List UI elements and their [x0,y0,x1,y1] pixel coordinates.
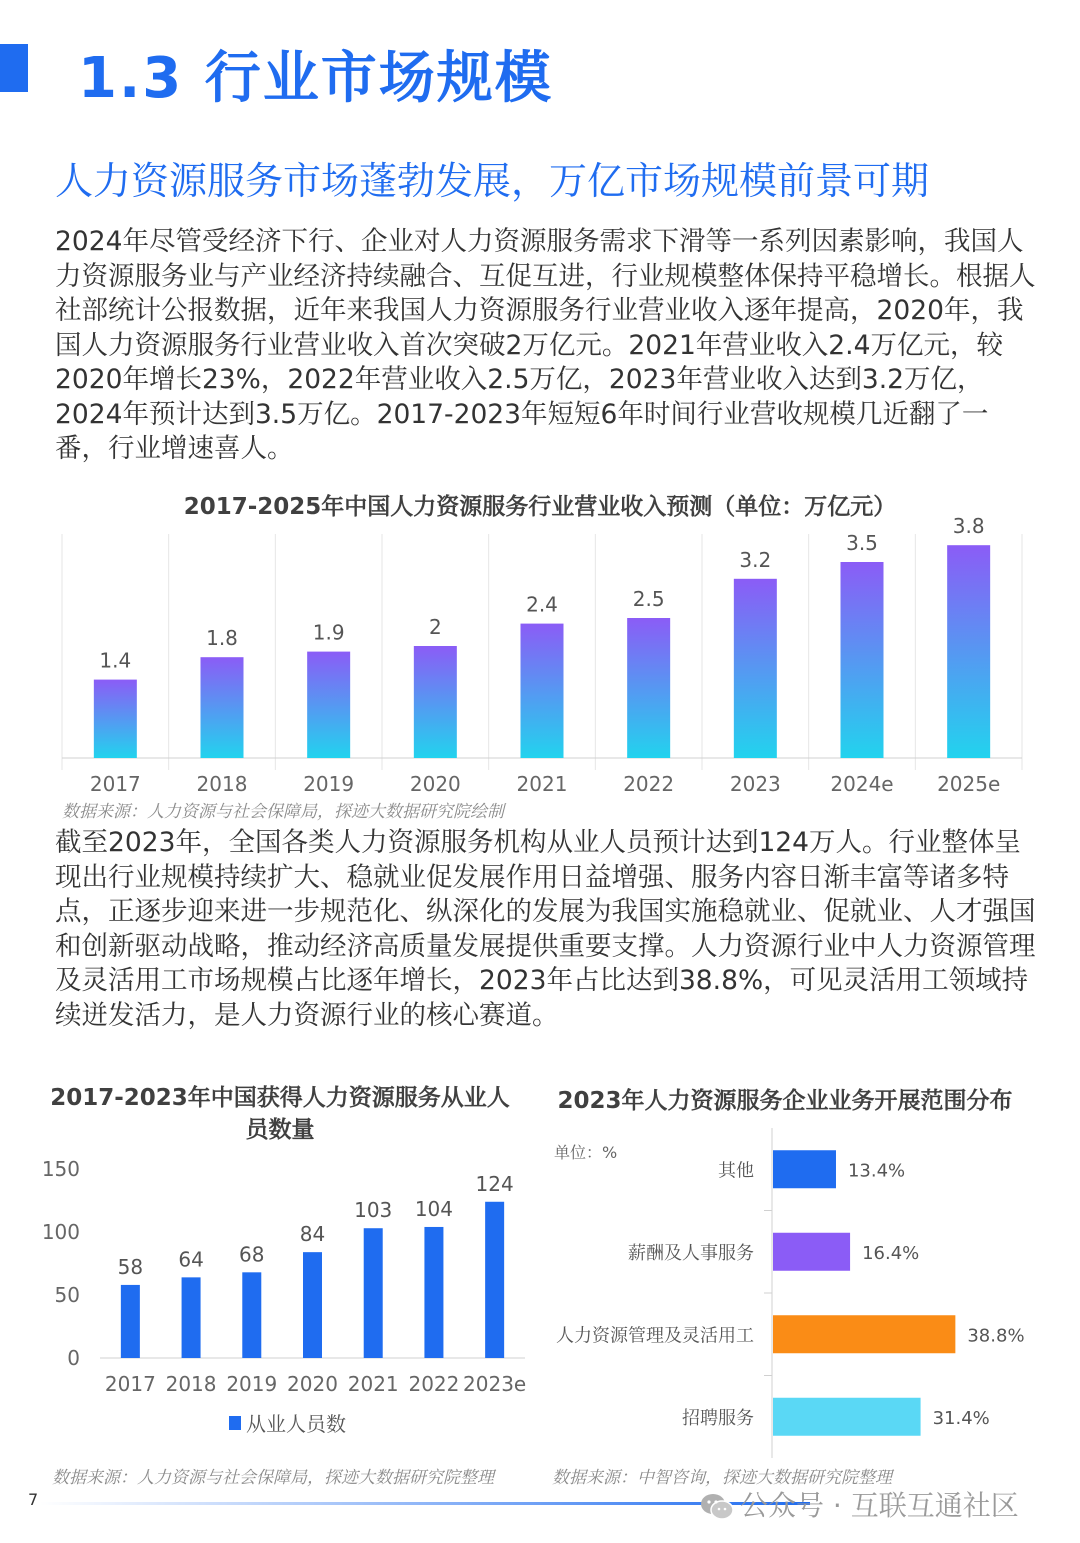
business-scope-category-label: 人力资源管理及灵活用工 [556,1325,754,1347]
workforce-bar [303,1252,322,1358]
workforce-paragraph: 截至2023年，全国各类人力资源服务机构从业人员预计达到124万人。行业整体呈现出行业规模持续扩大、稳就业促发展作用日益增强、服务内容日渐丰富等诸多特点，正逐步迎来进一步规范化、纵深化的发展为我国实施稳就业、促就业、人才强国和创新驱动战略，推动经济高质量发展提供重要支撑。人力资源行业中人力资源管理及灵活用工市场规模占比逐年增长，2023年占比达到38.8%，可见灵活用工领域持续迸发活力，是人力资源行业的核心赛道。 [55,827,1036,1031]
business-scope-chart-source: 数据来源：中智咨询，探迹大数据研究院整理 [552,1468,892,1488]
revenue-x-tick: 2017 [89,772,141,796]
revenue-x-tick: 2020 [409,772,461,796]
business-scope-data-label: 38.8% [967,1325,1025,1347]
revenue-chart-source: 数据来源：人力资源与社会保障局，探迹大数据研究院绘制 [62,802,504,822]
workforce-data-label: 104 [414,1196,454,1221]
page-number: 7 [28,1490,39,1509]
revenue-x-tick: 2019 [303,772,355,796]
revenue-data-label: 1.9 [312,620,345,645]
workforce-x-tick: 2022 [408,1372,460,1396]
workforce-x-tick: 2020 [287,1372,338,1396]
workforce-bar [242,1272,261,1358]
revenue-data-label: 2 [428,615,442,639]
business-scope-category-label: 招聘服务 [682,1407,754,1429]
revenue-chart-title: 2017-2025年中国人力资源服务行业营业收入预测（单位：万亿元） [183,494,897,520]
revenue-data-label: 3.8 [952,514,985,539]
workforce-chart-source: 数据来源：人力资源与社会保障局，探迹大数据研究院整理 [52,1468,494,1488]
workforce-y-tick: 0 [67,1346,80,1370]
revenue-bar [521,624,564,758]
wechat-icon [700,1493,734,1521]
revenue-x-tick: 2024e [830,772,894,796]
revenue-data-label: 2.4 [526,592,558,617]
workforce-y-tick: 50 [54,1283,80,1307]
revenue-data-label: 1.4 [99,648,132,673]
intro-paragraph: 2024年尽管受经济下行、企业对人力资源服务需求下滑等一系列因素影响，我国人力资源服务业与产业经济持续融合、互促互进，行业规模整体保持平稳增长。根据人社部统计公报数据，近年来我国人力资源服务行业营业收入逐年提高，2020年，我国人力资源服务行业营业收入首次突破2万亿元。2021年营业收入2.4万亿元，较2020年增长23%，2022年营业收入2.5万亿，2023年营业收入达到3.2万亿，2024年预计达到3.5万亿。2017-2023年短短6年时间行业营收规模几近翻了一番，行业增速喜人。 [55,226,1036,464]
revenue-bar [841,562,884,758]
workforce-bar [121,1285,140,1358]
workforce-bar [424,1227,443,1358]
revenue-bar [94,680,137,758]
page-subtitle: 人力资源服务市场蓬勃发展，万亿市场规模前景可期 [55,159,930,203]
revenue-bar [627,618,670,758]
revenue-x-tick: 2021 [516,772,568,796]
workforce-y-tick: 150 [41,1157,80,1181]
business-scope-bar [773,1398,921,1436]
revenue-data-label: 2.5 [632,587,665,611]
business-scope-bar [773,1233,850,1271]
business-scope-chart-title: 2023年人力资源服务企业业务开展范围分布 [557,1088,1013,1114]
revenue-bar [201,657,244,758]
workforce-data-label: 84 [299,1222,326,1247]
revenue-data-label: 3.2 [739,547,772,572]
business-scope-bar [773,1150,836,1188]
workforce-data-label: 64 [178,1247,204,1272]
workforce-x-tick: 2023e [463,1372,527,1396]
business-scope-bar [773,1315,955,1353]
workforce-chart-title: 2017-2023年中国获得人力资源服务从业人员数量 [50,1085,510,1143]
workforce-x-tick: 2017 [104,1372,156,1396]
workforce-bar [364,1228,383,1358]
title-accent-bar [0,44,28,92]
footer-brand-text: 公众号 · 互联互通社区 [740,1489,1019,1522]
workforce-data-label: 124 [475,1171,514,1196]
workforce-data-label: 103 [354,1198,393,1223]
business-scope-data-label: 13.4% [847,1160,906,1182]
workforce-legend-swatch [229,1416,241,1430]
revenue-x-tick: 2023 [729,772,781,796]
section-title: 1.3 行业市场规模 [78,46,553,111]
business-scope-unit-label: 单位：% [554,1143,618,1162]
business-scope-data-label: 31.4% [932,1407,990,1429]
workforce-bar [182,1277,201,1358]
footer-brand [700,1484,1019,1524]
revenue-bar [414,646,457,758]
revenue-data-label: 3.5 [846,531,878,555]
revenue-x-tick: 2018 [196,772,248,796]
revenue-x-tick: 2025e [937,772,1001,796]
workforce-x-tick: 2021 [347,1372,399,1396]
workforce-y-tick: 100 [41,1220,80,1244]
revenue-data-label: 1.8 [206,626,238,651]
revenue-bar [307,652,350,758]
revenue-x-tick: 2022 [623,772,675,796]
workforce-bar [485,1202,504,1358]
workforce-x-tick: 2018 [165,1372,217,1396]
business-scope-category-label: 薪酬及人事服务 [628,1242,754,1264]
workforce-data-label: 68 [239,1242,265,1267]
business-scope-data-label: 16.4% [862,1242,920,1264]
footer-divider [40,1502,810,1505]
revenue-bar [734,579,777,758]
revenue-bar [947,545,990,758]
workforce-x-tick: 2019 [226,1372,278,1396]
business-scope-category-label: 其他 [718,1160,754,1182]
workforce-data-label: 58 [117,1254,144,1279]
workforce-legend-label: 从业人员数 [246,1412,346,1436]
